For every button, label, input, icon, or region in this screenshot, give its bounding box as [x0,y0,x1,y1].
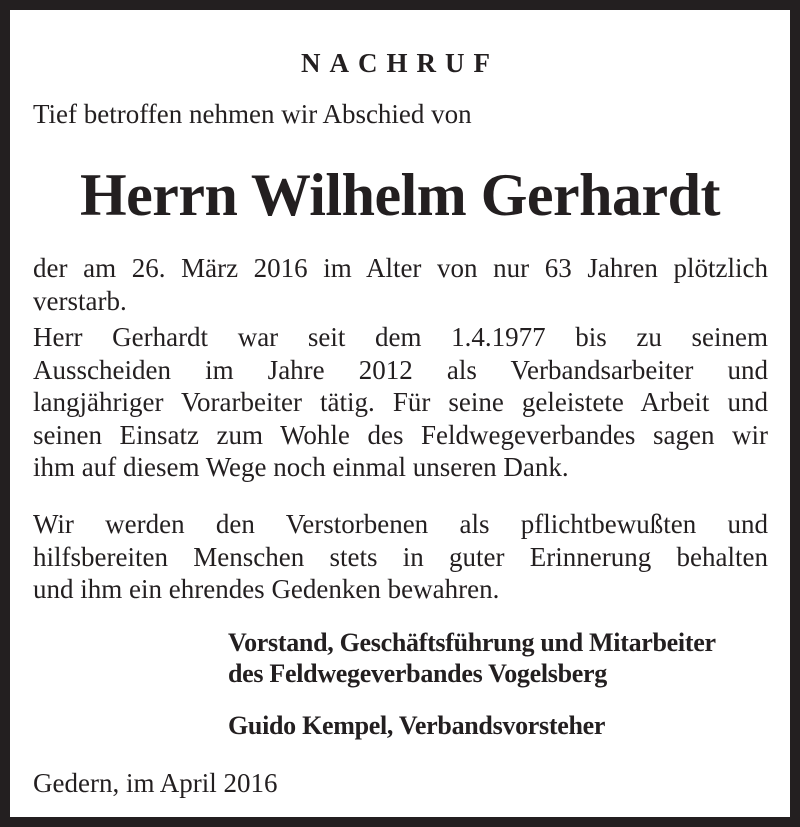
paragraph-remembrance [33,508,768,606]
paragraph-career [33,321,768,484]
paragraph-death [33,252,768,317]
signature-chairman [228,710,605,741]
paragraph-line: verstarb. [33,285,127,316]
notice-content [10,10,790,817]
paragraph-line: ihm auf diesem Wege noch einmal unseren Dank. [33,452,569,482]
place-date: Gedern, im April 2016 [33,768,278,798]
signature-organization [228,627,716,689]
paragraph-line: seinen Einsatz zum Wohle des Feldwegeverbandes sagen wir [33,419,768,450]
paragraph-line: Wir werden den Verstorbenen als pflichtbewußten und [33,509,768,539]
paragraph-line: hilfsbereiten Menschen stets in guter Erinnerung behalten [33,541,768,572]
paragraph-line: Herr Gerhardt war seit dem 1.4.1977 bis zu seinem [33,322,768,352]
signature-line: Guido Kempel, Verbandsvorsteher [228,711,606,740]
paragraph-line: und ihm ein ehrendes Gedenken bewahren. [33,574,500,604]
signature-line: Vorstand, Geschäftsführung und Mitarbeiter [228,628,716,657]
deceased-name: Herrn Wilhelm Gerhardt [79,162,721,228]
paragraph-line: Ausscheiden im Jahre 2012 als Verbandsarbeiter und [33,354,768,385]
paragraph-line: der am 26. März 2016 im Alter von nur 63 Jahren plötzlich [33,253,768,283]
paragraph-line: langjähriger Vorarbeiter tätig. Für seine geleistete Arbeit und [33,387,768,417]
intro-text: Tief betroffen nehmen wir Abschied von [33,99,472,129]
notice-heading: NACHRUF [301,48,499,78]
signature-line: des Feldwegeverbandes Vogelsberg [228,659,607,688]
